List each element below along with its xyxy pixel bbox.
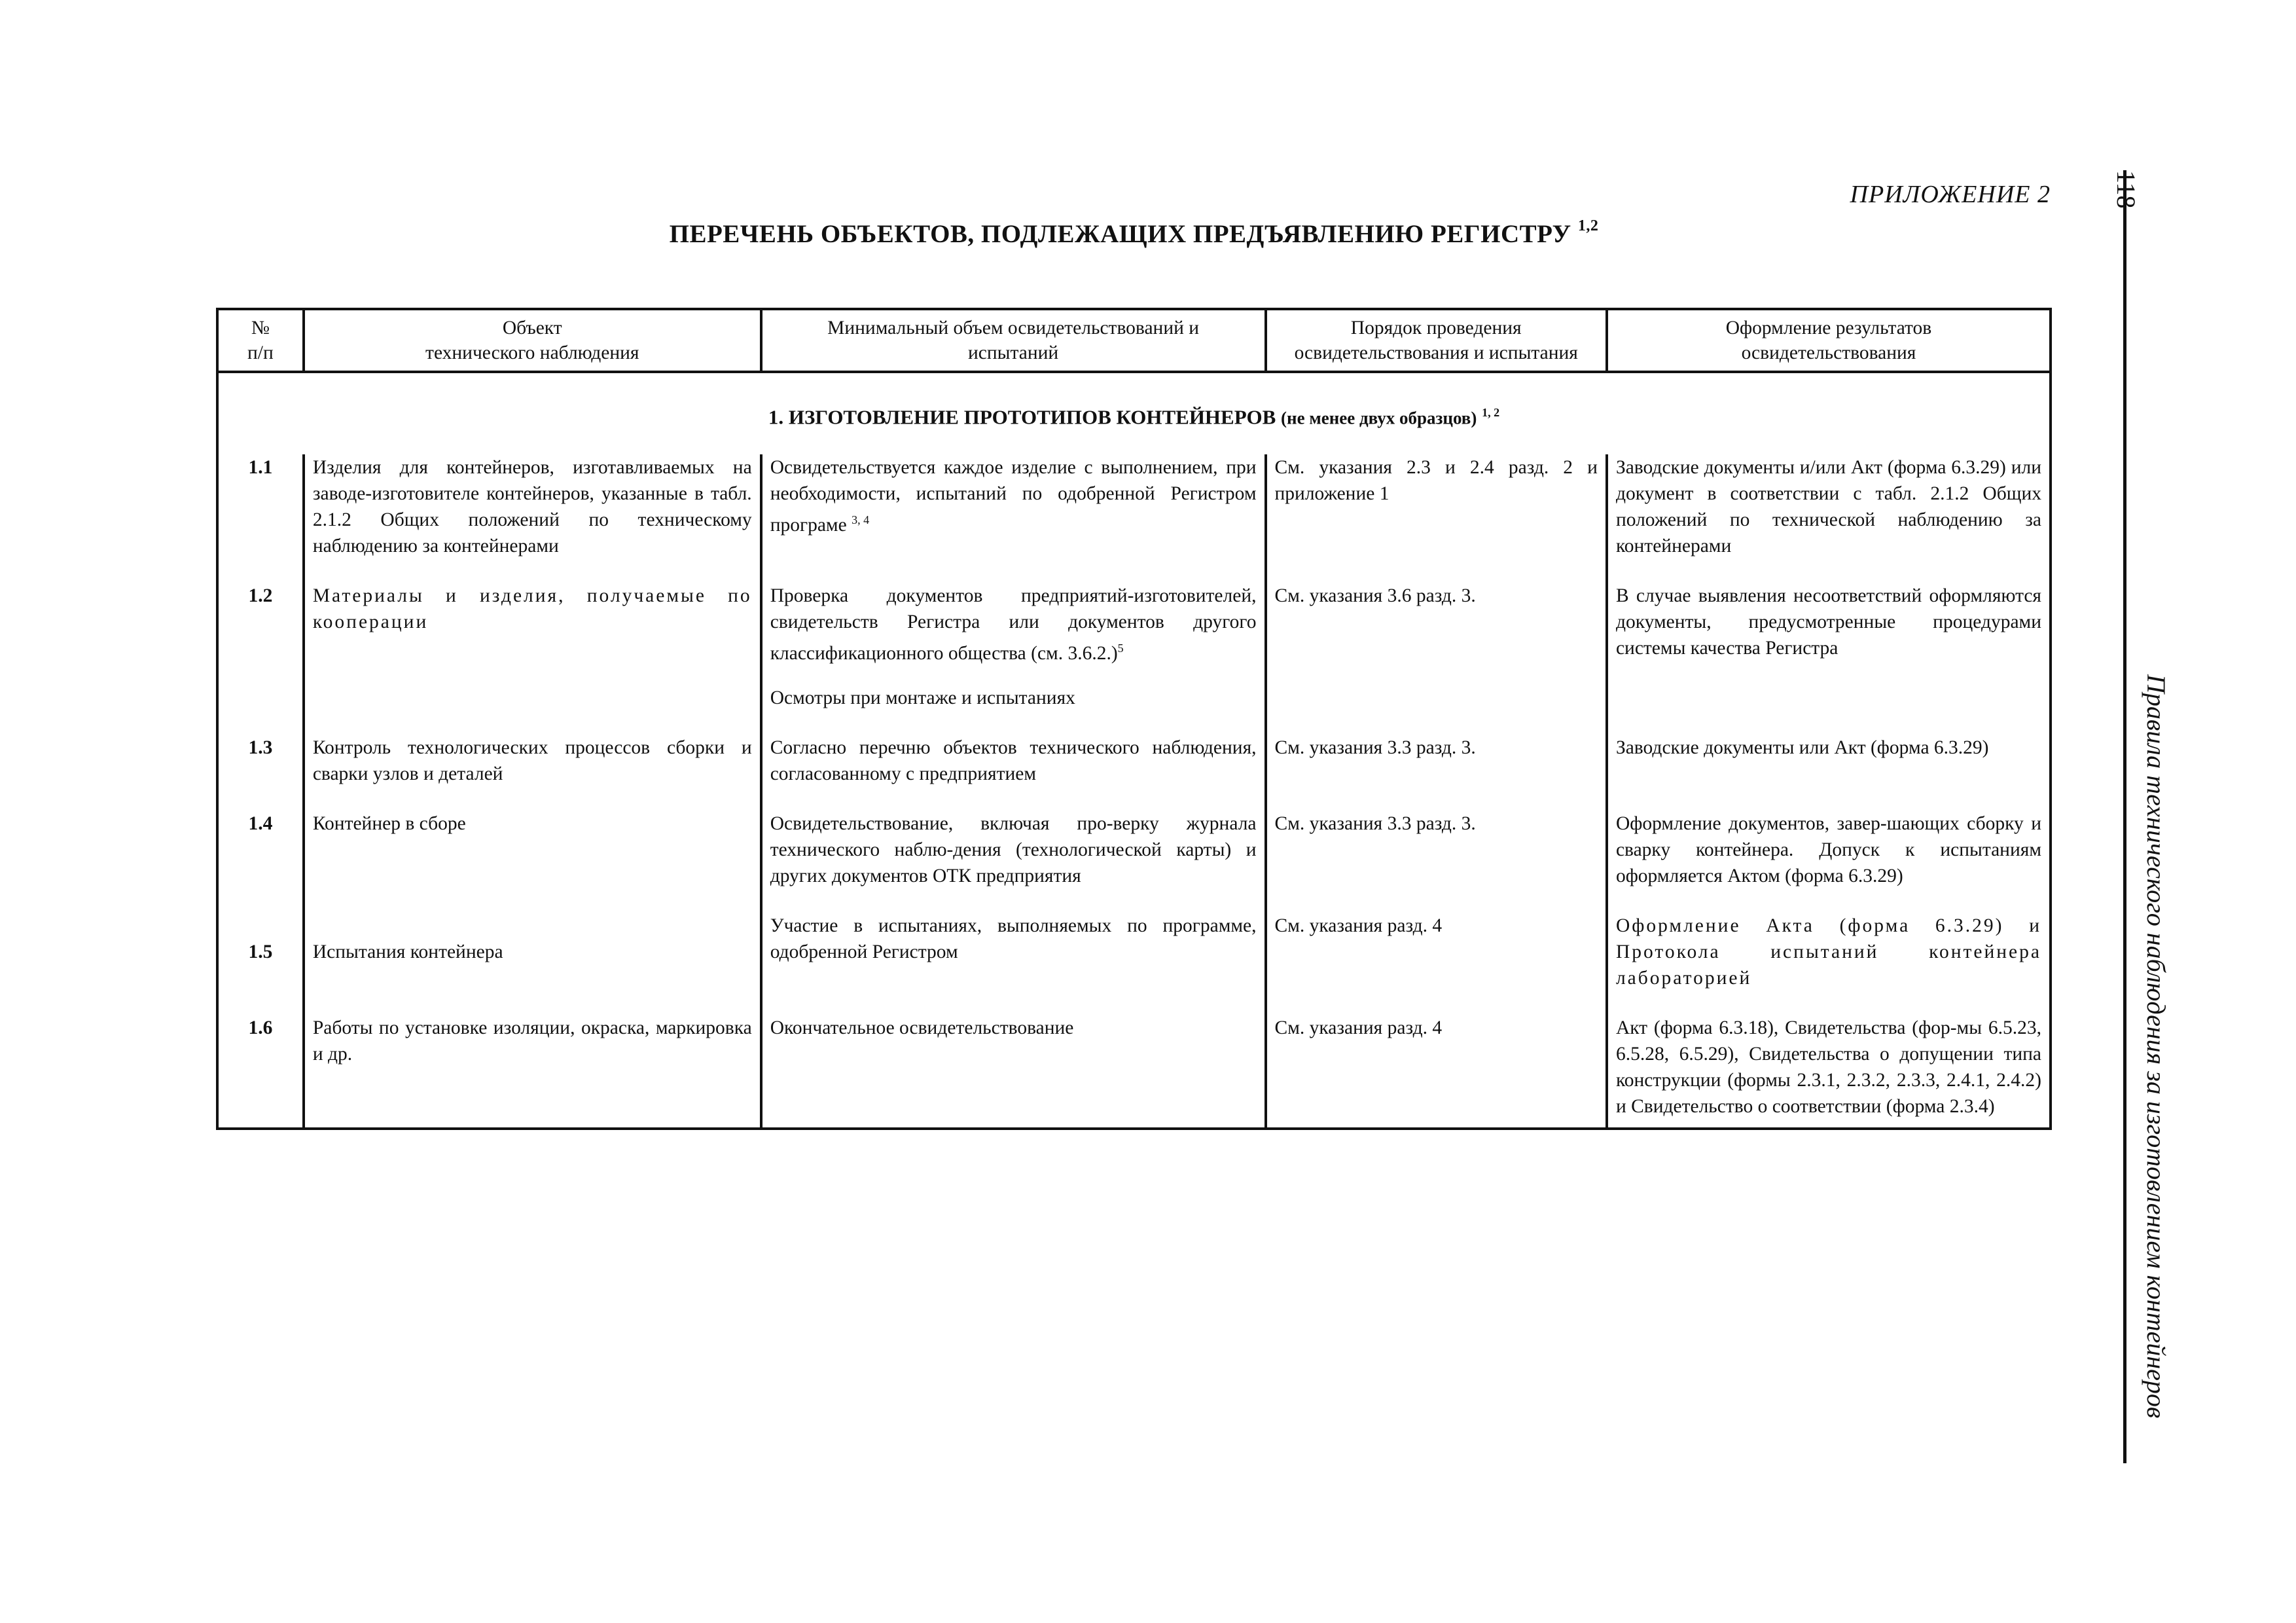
row-result: Оформление Акта (форма 6.3.29) и Протокола испытаний контейнера лабораторией [1607, 913, 2051, 1015]
title-footnote: 1,2 [1577, 217, 1599, 234]
row-result: В случае выявления несоответствий оформляются документы, предусмотренные процедурами системы качества Регистра [1607, 583, 2051, 735]
row-object: Материалы и изделия, получаемые по кооперации [304, 583, 761, 735]
row-procedure: См. указания 2.3 и 2.4 разд. 2 и приложение 1 [1266, 454, 1607, 583]
page-title [216, 219, 2052, 249]
title-text: ПЕРЕЧЕНЬ ОБЪЕКТОВ, ПОДЛЕЖАЩИХ ПРЕДЪЯВЛЕНИЮ РЕГИСТРУ [669, 220, 1571, 248]
row-object: Контейнер в сборе [304, 811, 761, 913]
objects-table [216, 308, 2052, 1130]
row-object: Изделия для контейнеров, изготавливаемых на заводе-изготовителе контейнеров, указанные в табл. 2.1.2 Общих положений по техническому наблюдению за контейнерами [304, 454, 761, 583]
row-num: 1.1 [217, 454, 304, 583]
table-header-row [217, 309, 2051, 372]
row-object: Работы по установке изоляции, окраска, маркировка и др. [304, 1015, 761, 1129]
row-procedure: См. указания разд. 4 [1266, 1015, 1607, 1129]
header-scope: Минимальный объем освидетельствований и испытаний [761, 309, 1266, 372]
header-num: № п/п [217, 309, 304, 372]
header-object: Объект технического наблюдения [304, 309, 761, 372]
section-row [217, 372, 2051, 454]
row-object: Контроль технологических процессов сборки и сварки узлов и деталей [304, 735, 761, 811]
table-row [217, 811, 2051, 913]
header-procedure: Порядок проведения освидетельствования и испытания [1266, 309, 1607, 372]
row-procedure: См. указания 3.3 разд. 3. [1266, 735, 1607, 811]
row-scope: Освидетельствуется каждое изделие с выполнением, при необходимости, испытаний по одобренной Регистром програме $^{3, 4}$ [761, 454, 1266, 583]
row-num: 1.5 [217, 913, 304, 1015]
section-heading: 1. ИЗГОТОВЛЕНИЕ ПРОТОТИПОВ КОНТЕЙНЕРОВ (не менее двух образцов) $^{1, 2}$ [217, 372, 2051, 454]
row-scope: Участие в испытаниях, выполняемых по программе, одобренной Регистром [761, 913, 1266, 1015]
table-row [217, 454, 2051, 583]
side-running-title: Правила технического наблюдения за изготовлением контейнеров [2142, 674, 2171, 1419]
row-procedure: См. указания 3.3 разд. 3. [1266, 811, 1607, 913]
row-object: Испытания контейнера [304, 913, 761, 1015]
table-row [217, 583, 2051, 735]
table-row [217, 735, 2051, 811]
side-rule [2123, 170, 2126, 1463]
row-scope: Освидетельствование, включая про-верку журнала технического наблю-дения (технологической карты) и других документов ОТК предприятия [761, 811, 1266, 913]
row-result: Заводские документы и/или Акт (форма 6.3.29) или документ в соответствии с табл. 2.1.2 Общих положений по технической наблюдению за контейнерами [1607, 454, 2051, 583]
row-procedure: См. указания разд. 4 [1266, 913, 1607, 1015]
row-num: 1.6 [217, 1015, 304, 1129]
row-scope: Проверка документов предприятий-изготовителей, свидетельств Регистра или документов другого классификационного общества (см. 3.6.2.)$^5$ Осмотры при монтаже и испытаниях [761, 583, 1266, 735]
header-result: Оформление результатов освидетельствования [1607, 309, 2051, 372]
row-result: Акт (форма 6.3.18), Свидетельства (фор-мы 6.5.23, 6.5.28, 6.5.29), Свидетельства о допущении типа конструкции (формы 2.3.1, 2.3.2, 2.3.3, 2.4.1, 2.4.2) и Свидетельство о соответствии (форма 2.3.4) [1607, 1015, 2051, 1129]
row-result: Заводские документы или Акт (форма 6.3.29) [1607, 735, 2051, 811]
table-row [217, 913, 2051, 1015]
row-scope: Окончательное освидетельствование [761, 1015, 1266, 1129]
row-num: 1.3 [217, 735, 304, 811]
row-num: 1.2 [217, 583, 304, 735]
appendix-label: ПРИЛОЖЕНИЕ 2 [1850, 181, 2051, 208]
row-procedure: См. указания 3.6 разд. 3. [1266, 583, 1607, 735]
page-number: 118 [2111, 170, 2141, 209]
row-scope: Согласно перечню объектов технического наблюдения, согласованному с предприятием [761, 735, 1266, 811]
row-num: 1.4 [217, 811, 304, 913]
row-result: Оформление документов, завер-шающих сборку и сварку контейнера. Допуск к испытаниям оформляется Актом (форма 6.3.29) [1607, 811, 2051, 913]
table-row [217, 1015, 2051, 1129]
